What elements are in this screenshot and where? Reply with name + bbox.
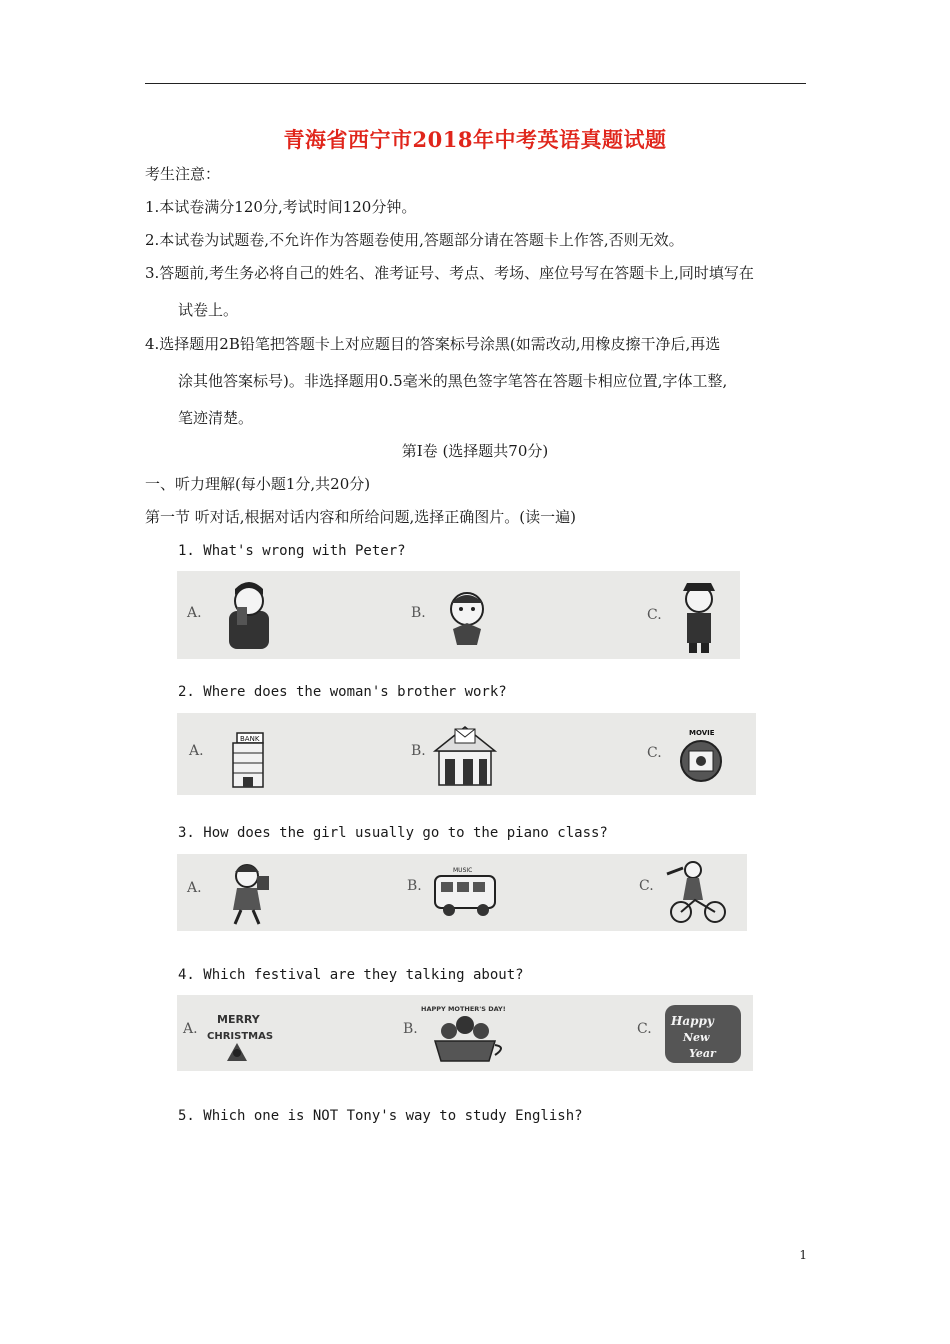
- q3-label-b: B.: [407, 878, 422, 894]
- svg-text:BANK: BANK: [240, 735, 260, 743]
- question-3: 3. How does the girl usually go to the piano class?: [178, 825, 608, 841]
- bank-building-icon: [233, 733, 263, 787]
- happy-new-year-icon: [665, 1005, 741, 1063]
- question-1-pictures: [177, 571, 740, 659]
- section-listening: 一、听力理解(每小题1分,共20分): [145, 475, 371, 493]
- svg-text:New: New: [683, 1031, 710, 1044]
- volume-title: 第Ⅰ卷 (选择题共70分): [401, 442, 549, 460]
- question-2-pictures: [177, 713, 756, 795]
- q2-label-a: A.: [189, 743, 204, 759]
- page-number: 1: [799, 1248, 807, 1262]
- person-holding-face-icon: [229, 582, 269, 649]
- notice-heading: 考生注意：: [145, 165, 221, 183]
- notice-item-3-line2: 试卷上。: [178, 301, 239, 319]
- question-1: 1. What's wrong with Peter?: [178, 543, 406, 559]
- q3-label-a: A.: [187, 880, 202, 896]
- child-crying-icon: [451, 593, 483, 645]
- cinema-icon: [681, 729, 721, 781]
- mothers-day-flowers-icon: [421, 1005, 506, 1061]
- header-rule: [145, 83, 806, 84]
- question-2: 2. Where does the woman's brother work?: [178, 684, 507, 700]
- girl-on-bicycle-icon: [667, 862, 725, 922]
- bus-icon: [435, 867, 495, 916]
- q4-label-c: C.: [637, 1021, 652, 1037]
- q2-label-b: B.: [411, 743, 426, 759]
- notice-item-2: 2.本试卷为试题卷,不允许作为答题卷使用,答题部分请在答题卡上作答,否则无效。: [145, 231, 684, 249]
- question-3-pictures: [177, 854, 747, 931]
- question-5: 5. Which one is NOT Tony's way to study English?: [178, 1108, 583, 1124]
- question-4-pictures: [177, 995, 753, 1071]
- notice-item-4-line1: 4.选择题用2B铅笔把答题卡上对应题目的答案标号涂黑(如需改动,用橡皮擦干净后,再选: [145, 335, 721, 353]
- merry-christmas-icon: [207, 1013, 273, 1061]
- svg-text:MUSIC: MUSIC: [453, 867, 473, 874]
- q4-label-b: B.: [403, 1021, 418, 1037]
- q4-label-a: A.: [183, 1021, 198, 1037]
- q2-label-c: C.: [647, 745, 662, 761]
- post-office-icon: [435, 727, 495, 785]
- notice-item-4-line3: 笔迹清楚。: [178, 409, 254, 427]
- question-4: 4. Which festival are they talking about?: [178, 967, 524, 983]
- q3-label-c: C.: [639, 878, 654, 894]
- notice-item-4-line2: 涂其他答案标号)。非选择题用0.5毫米的黑色签字笔答在答题卡相应位置,字体工整,: [178, 372, 728, 390]
- boy-with-cap-icon: [683, 583, 715, 653]
- svg-text:CHRISTMAS: CHRISTMAS: [207, 1031, 274, 1042]
- svg-text:MERRY: MERRY: [217, 1013, 260, 1026]
- girl-walking-icon: [233, 865, 269, 924]
- svg-text:Happy: Happy: [671, 1014, 714, 1028]
- exam-title: 青海省西宁市2018年中考英语真题试题: [283, 127, 667, 152]
- notice-item-3-line1: 3.答题前,考生务必将自己的姓名、准考证号、考点、考场、座位号写在答题卡上,同时填写在: [145, 264, 754, 282]
- notice-item-1: 1.本试卷满分120分,考试时间120分钟。: [145, 198, 417, 216]
- q1-label-c: C.: [647, 607, 662, 623]
- q1-label-a: A.: [187, 605, 202, 621]
- part-one-instructions: 第一节 听对话,根据对话内容和所给问题,选择正确图片。(读一遍): [145, 508, 577, 526]
- svg-text:HAPPY MOTHER'S DAY!: HAPPY MOTHER'S DAY!: [421, 1005, 506, 1013]
- q1-label-b: B.: [411, 605, 426, 621]
- svg-text:Year: Year: [689, 1047, 716, 1060]
- svg-text:MOVIE: MOVIE: [689, 729, 715, 737]
